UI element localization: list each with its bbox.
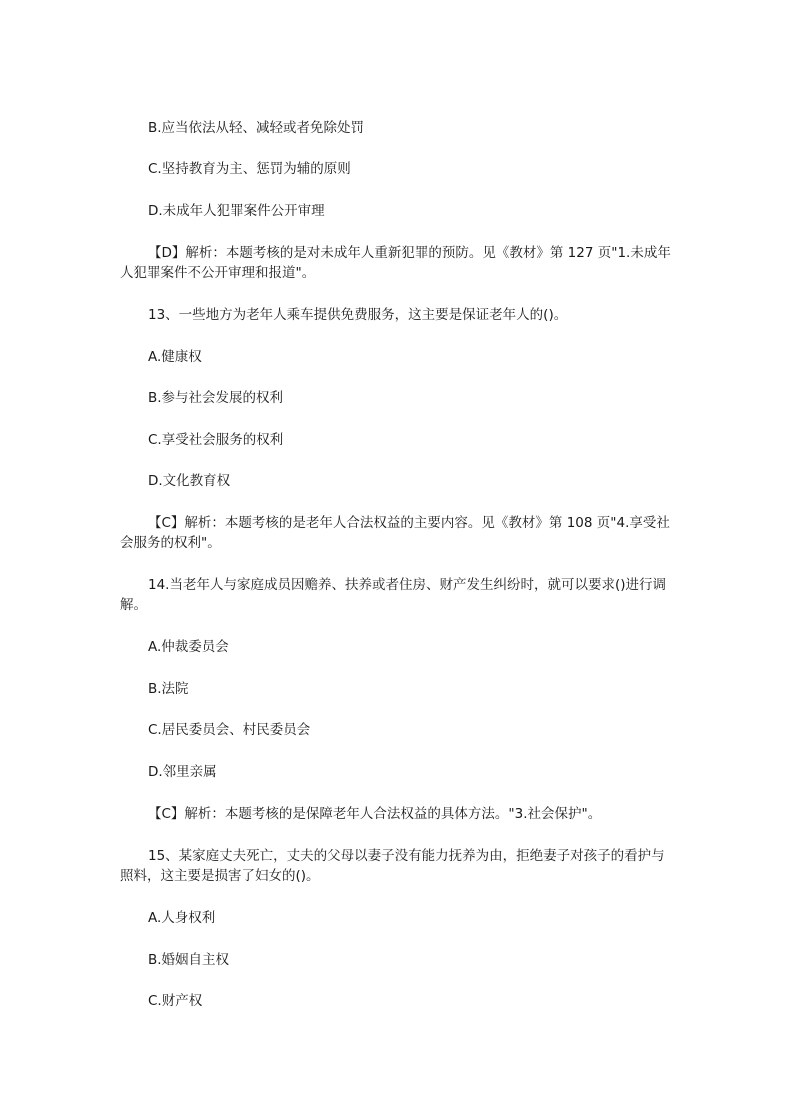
option-d-q14: D.邻里亲属 [148,764,217,780]
answer-q14: 【C】解析：本题考核的是保障老年人合法权益的具体方法。"3.社会保护"。 [148,806,602,822]
option-d-q12: D.未成年人犯罪案件公开审理 [148,203,325,219]
option-c-q14: C.居民委员会、村民委员会 [148,722,311,738]
answer-q12: 【D】解析：本题考核的是对未成年人重新犯罪的预防。见《教材》第 127 页"1.未成年人犯罪案件不公开审理和报道"。 [120,245,671,281]
option-c-q13: C.享受社会服务的权利 [148,432,284,448]
option-c-q12: C.坚持教育为主、惩罚为辅的原则 [148,161,351,177]
question-13: 13、一些地方为老年人乘车提供免费服务，这主要是保证老年人的()。 [148,307,568,323]
option-b-q13: B.参与社会发展的权利 [148,390,284,406]
answer-q13: 【C】解析：本题考核的是老年人合法权益的主要内容。见《教材》第 108 页"4.享受社会服务的权利"。 [120,515,670,551]
option-a-q14: A.仲裁委员会 [148,639,229,655]
question-15: 15、某家庭丈夫死亡，丈夫的父母以妻子没有能力抚养为由，拒绝妻子对孩子的看护与照料，这主要是损害了妇女的()。 [120,848,665,884]
option-d-q13: D.文化教育权 [148,473,231,489]
option-b-q12: B.应当依法从轻、减轻或者免除处罚 [148,120,365,136]
option-c-q15: C.财产权 [148,993,203,1009]
question-14: 14.当老年人与家庭成员因赡养、扶养或者住房、财产发生纠纷时，就可以要求()进行调解。 [120,577,667,613]
option-b-q14: B.法院 [148,681,189,697]
option-b-q15: B.婚姻自主权 [148,952,230,968]
option-a-q13: A.健康权 [148,349,202,365]
option-a-q15: A.人身权利 [148,910,216,926]
